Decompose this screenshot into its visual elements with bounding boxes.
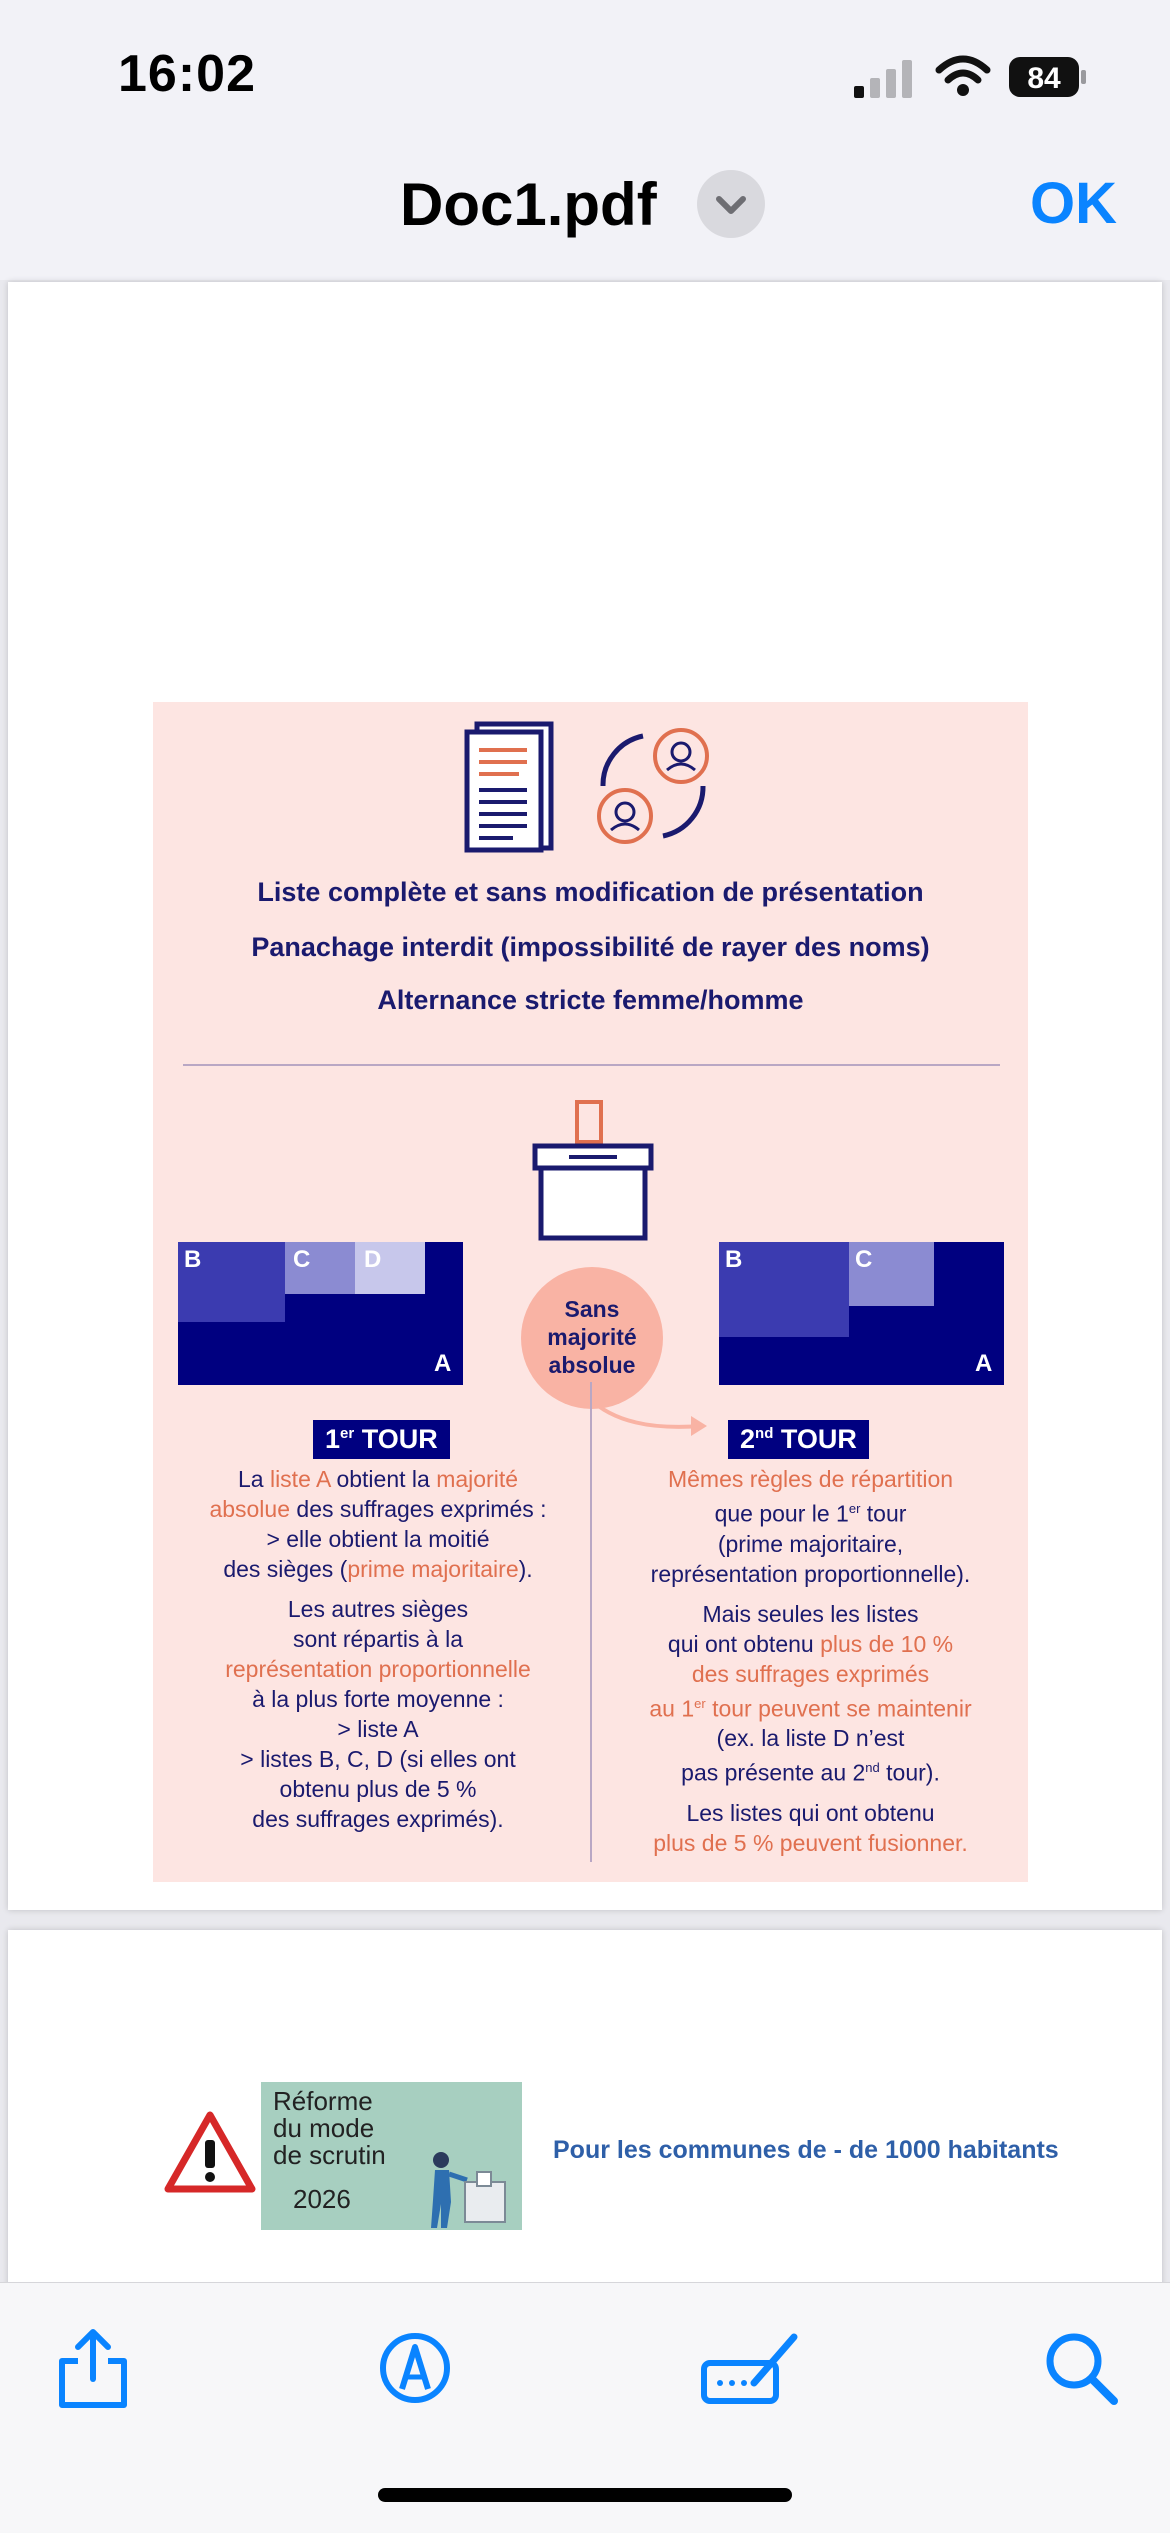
- tour2-badge: 2nd TOUR: [728, 1420, 869, 1459]
- battery-icon: [1008, 56, 1088, 98]
- seat-label-a: A: [434, 1350, 452, 1377]
- rule-no-panachage: Panachage interdit (impossibilité de rayer des noms): [251, 932, 930, 962]
- tour2-description: Mêmes règles de répartition que pour le 1er tour (prime majoritaire, représentation proportionnelle). Mais seules les listes qui ont obtenu plus de 10 % des suffrages exprimés au 1er tour peuvent se maintenir (ex. la liste D n’est pas présente au 2nd tour). Les listes qui ont obtenu plus de 5 % peuvent fusionner.: [649, 1466, 972, 1856]
- ballot-box-icon: [531, 1098, 655, 1244]
- cellular-signal-icon: [852, 58, 916, 98]
- majority-line-2: majorité: [547, 1324, 637, 1350]
- seat-label-c: C: [855, 1246, 873, 1273]
- infographic: [153, 702, 1028, 1882]
- seat-chart-tour2: [719, 1242, 1004, 1385]
- signature-icon[interactable]: [700, 2323, 800, 2413]
- battery-level: 84: [1027, 62, 1061, 95]
- nav-bar: [0, 140, 1170, 280]
- status-time: 16:02: [118, 45, 256, 103]
- seat-label-a: A: [975, 1350, 993, 1377]
- seat-chart-tour1: [178, 1242, 463, 1385]
- seat-label-c: C: [293, 1246, 311, 1273]
- wifi-icon: [935, 54, 991, 98]
- document-title[interactable]: Doc1.pdf: [400, 171, 657, 238]
- document-icon: [463, 720, 557, 854]
- voter-ballot-icon: [411, 2142, 521, 2230]
- rule-alternance: Alternance stricte femme/homme: [377, 985, 804, 1015]
- majority-line-3: absolue: [548, 1352, 636, 1378]
- seat-label-b: B: [725, 1246, 743, 1273]
- tour1-badge: 1er TOUR: [313, 1420, 450, 1459]
- markup-icon[interactable]: [370, 2323, 460, 2413]
- communes-caption: Pour les communes de - de 1000 habitants: [553, 2136, 1059, 2164]
- reform-year: 2026: [293, 2184, 351, 2214]
- divider: [183, 1064, 1000, 1066]
- share-icon[interactable]: [48, 2323, 138, 2413]
- seat-label-b: B: [184, 1246, 202, 1273]
- reform-card: [261, 2082, 522, 2230]
- reform-title: Réforme du mode de scrutin: [273, 2086, 386, 2170]
- search-icon[interactable]: [1036, 2323, 1126, 2413]
- warning-icon: [163, 2110, 257, 2194]
- majority-line-1: Sans: [564, 1296, 620, 1322]
- no-majority-badge: [521, 1267, 663, 1409]
- tour1-description: La liste A obtient la majorité absolue des suffrages exprimés : > elle obtient la moitié des sièges (prime majoritaire). Les autres sièges sont répartis à la représentation proportionnelle à la plus forte moyenne : > liste A > listes B, C, D (si elles ont obtenu plus de 5 % des suffrages exprimés).: [209, 1466, 547, 1832]
- chevron-down-icon: [697, 170, 765, 238]
- seat-label-d: D: [364, 1246, 382, 1273]
- status-bar: [0, 0, 1170, 140]
- people-exchange-icon: [583, 716, 723, 856]
- arrow-icon: [583, 1392, 723, 1442]
- title-menu-button[interactable]: [697, 170, 765, 238]
- pdf-page-1[interactable]: [8, 282, 1162, 1910]
- column-divider: [590, 1382, 592, 1862]
- rule-complete-list: Liste complète et sans modification de présentation: [257, 877, 924, 907]
- pdf-page-2[interactable]: [8, 1930, 1162, 2330]
- ok-button[interactable]: OK: [1030, 171, 1117, 236]
- home-indicator[interactable]: [378, 2488, 792, 2502]
